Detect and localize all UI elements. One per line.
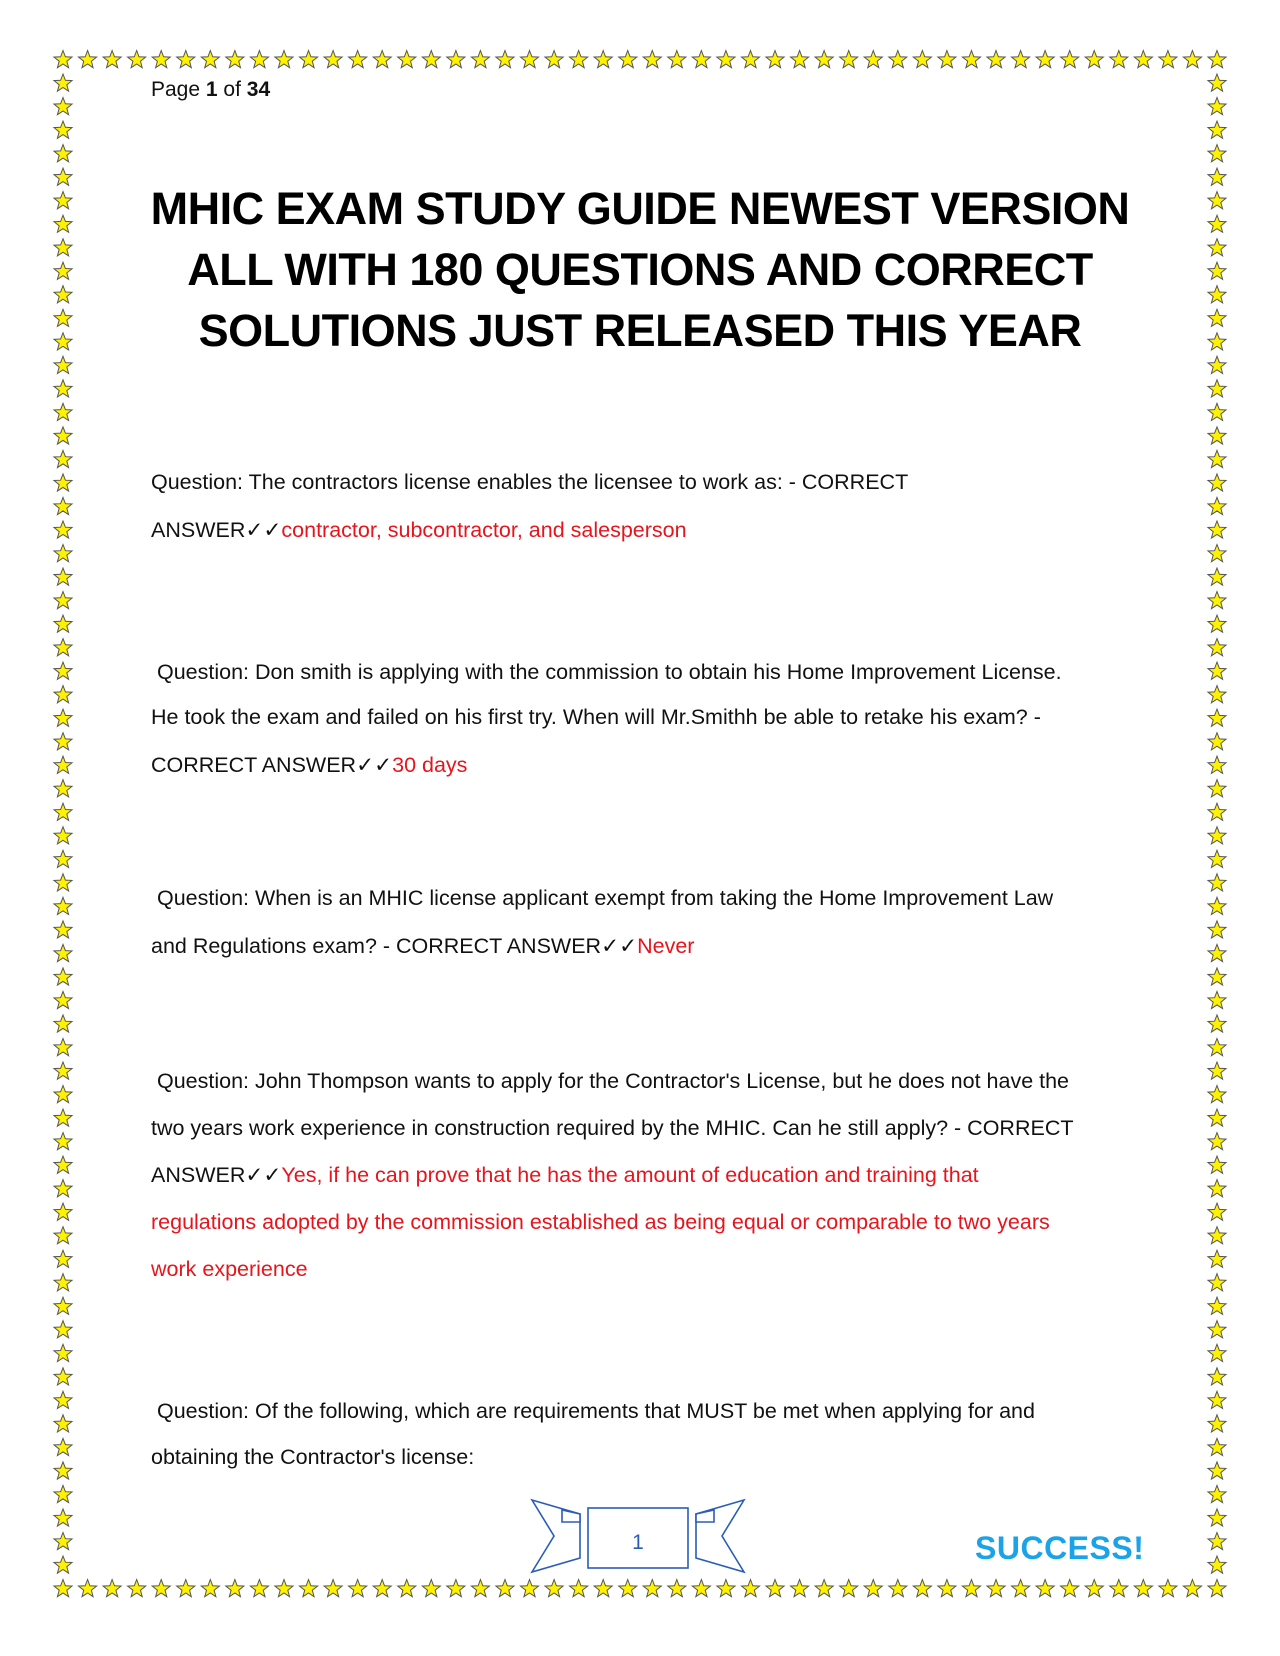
star-icon (1061, 51, 1079, 68)
star-icon (398, 51, 416, 68)
star-icon (250, 1580, 268, 1597)
star-icon (54, 1556, 72, 1573)
success-label: SUCCESS! (975, 1530, 1145, 1566)
star-icon (1208, 427, 1226, 444)
star-icon (1208, 1203, 1226, 1220)
star-icon (54, 403, 72, 420)
star-icon (1208, 286, 1226, 303)
check-marks-icon: ✓✓ (356, 753, 393, 777)
star-icon (54, 709, 72, 726)
star-icon (54, 1180, 72, 1197)
star-icon (54, 615, 72, 632)
star-icon (54, 521, 72, 538)
star-icon (324, 51, 342, 68)
star-icon (54, 1250, 72, 1267)
star-icon (373, 1580, 391, 1597)
star-icon (54, 121, 72, 138)
star-icon (1208, 709, 1226, 726)
question-block-4 (151, 1058, 1141, 1293)
star-icon (1085, 1580, 1103, 1597)
star-icon (1208, 991, 1226, 1008)
star-icon (1134, 1580, 1152, 1597)
star-icon (545, 51, 563, 68)
star-icon (79, 51, 97, 68)
star-icon (1208, 1109, 1226, 1126)
star-icon (1208, 98, 1226, 115)
star-icon (1012, 51, 1030, 68)
star-icon (889, 51, 907, 68)
star-icon (570, 1580, 588, 1597)
star-icon (1208, 639, 1226, 656)
star-icon (1208, 1039, 1226, 1056)
star-icon (1208, 897, 1226, 914)
star-icon (54, 333, 72, 350)
answer-line: and Regulations exam? - CORRECT ANSWER✓✓Never (151, 934, 695, 958)
star-icon (300, 51, 318, 68)
star-icon (938, 51, 956, 68)
star-icon (889, 1580, 907, 1597)
star-icon (692, 51, 710, 68)
title-line-3: SOLUTIONS JUST RELEASED THIS YEAR (198, 305, 1082, 356)
star-icon (1208, 545, 1226, 562)
star-icon (447, 51, 465, 68)
star-icon (742, 1580, 760, 1597)
star-icon (54, 545, 72, 562)
star-icon (938, 1580, 956, 1597)
star-icon (54, 733, 72, 750)
question-text: Question: The contractors license enables the licensee to work as: - CORRECT (151, 470, 909, 494)
star-icon (54, 98, 72, 115)
star-icon (1208, 803, 1226, 820)
star-icon (1134, 51, 1152, 68)
star-icon (766, 51, 784, 68)
star-icon (521, 51, 539, 68)
star-icon (1208, 497, 1226, 514)
question-text: Question: When is an MHIC license applicant exempt from taking the Home Improvement Law (151, 886, 1054, 910)
page-number-header: Page 1 of 34 (151, 78, 271, 101)
star-icon (1208, 1415, 1226, 1432)
star-icon (1208, 74, 1226, 91)
star-icon (692, 1580, 710, 1597)
star-icon (54, 568, 72, 585)
star-icon (1208, 1297, 1226, 1314)
star-icon (54, 1086, 72, 1103)
star-icon (864, 1580, 882, 1597)
star-icon (54, 1227, 72, 1244)
star-icon (1208, 568, 1226, 585)
star-icon (54, 686, 72, 703)
star-icon (1208, 1344, 1226, 1361)
answer-line: ANSWER✓✓contractor, subcontractor, and salesperson (151, 518, 687, 542)
star-icon (1183, 51, 1201, 68)
star-icon (619, 51, 637, 68)
star-icon (177, 1580, 195, 1597)
star-icon (447, 1580, 465, 1597)
star-icon (840, 1580, 858, 1597)
star-icon (54, 474, 72, 491)
star-icon (54, 450, 72, 467)
star-icon (594, 1580, 612, 1597)
star-icon (1208, 874, 1226, 891)
star-icon (1208, 1533, 1226, 1550)
star-icon (1208, 1321, 1226, 1338)
star-icon (742, 51, 760, 68)
star-icon (54, 1062, 72, 1079)
check-marks-icon: ✓✓ (245, 1163, 282, 1187)
star-icon (54, 1462, 72, 1479)
star-icon (54, 1039, 72, 1056)
star-icon (1208, 1274, 1226, 1291)
answer-line: ANSWER✓✓Yes, if he can prove that he has the amount of education and training that (151, 1163, 979, 1187)
star-icon (54, 1509, 72, 1526)
correct-answer: 30 days (392, 753, 468, 777)
star-icon (1208, 51, 1226, 68)
star-icon (1208, 1062, 1226, 1079)
star-icon (1208, 121, 1226, 138)
star-icon (54, 51, 72, 68)
star-icon (1208, 1086, 1226, 1103)
star-icon (1208, 1156, 1226, 1173)
question-text: Question: Of the following, which are requirements that MUST be met when applying for and (151, 1399, 1035, 1423)
star-icon (1208, 521, 1226, 538)
star-icon (545, 1580, 563, 1597)
question-block-3 (151, 874, 1141, 970)
star-icon (1208, 450, 1226, 467)
title-line-1: MHIC EXAM STUDY GUIDE NEWEST VERSION (150, 183, 1130, 234)
question-text: Question: John Thompson wants to apply for the Contractor's License, but he does not have the (151, 1069, 1070, 1093)
star-icon (913, 51, 931, 68)
star-icon (1208, 145, 1226, 162)
star-icon (54, 74, 72, 91)
star-icon (1208, 662, 1226, 679)
star-icon (521, 1580, 539, 1597)
star-icon (54, 592, 72, 609)
star-icon (152, 1580, 170, 1597)
answer-line: CORRECT ANSWER✓✓30 days (151, 753, 468, 777)
star-icon (594, 51, 612, 68)
star-icon (54, 309, 72, 326)
star-icon (54, 944, 72, 961)
star-icon (54, 497, 72, 514)
star-icon (1208, 262, 1226, 279)
star-icon (300, 1580, 318, 1597)
star-icon (54, 780, 72, 797)
star-icon (1208, 1180, 1226, 1197)
star-icon (766, 1580, 784, 1597)
star-icon (1036, 51, 1054, 68)
star-icon (54, 1274, 72, 1291)
star-icon (987, 1580, 1005, 1597)
star-icon (54, 1485, 72, 1502)
star-icon (1208, 1509, 1226, 1526)
star-icon (1208, 1227, 1226, 1244)
star-icon (54, 286, 72, 303)
star-icon (201, 51, 219, 68)
star-icon (1208, 733, 1226, 750)
star-icon (1208, 1133, 1226, 1150)
star-icon (717, 1580, 735, 1597)
title-line-2: ALL WITH 180 QUESTIONS AND CORRECT (187, 244, 1093, 295)
star-icon (1208, 1391, 1226, 1408)
star-icon (1208, 215, 1226, 232)
star-icon (128, 51, 146, 68)
star-icon (54, 1156, 72, 1173)
star-icon (54, 1015, 72, 1032)
star-icon (643, 51, 661, 68)
correct-answer-continued: work experience (151, 1257, 308, 1281)
question-block-1 (151, 458, 1141, 554)
star-icon (54, 1391, 72, 1408)
star-icon (717, 51, 735, 68)
star-icon (791, 51, 809, 68)
star-icon (54, 1438, 72, 1455)
question-text: obtaining the Contractor's license: (151, 1445, 475, 1469)
star-icon (54, 145, 72, 162)
star-icon (54, 1368, 72, 1385)
star-icon (1159, 51, 1177, 68)
question-block-2 (151, 650, 1141, 788)
star-icon (54, 239, 72, 256)
star-icon (815, 51, 833, 68)
star-icon (962, 1580, 980, 1597)
star-icon (1085, 51, 1103, 68)
star-icon (349, 51, 367, 68)
star-icon (1208, 1368, 1226, 1385)
star-icon (1208, 827, 1226, 844)
star-icon (54, 1109, 72, 1126)
star-icon (54, 1297, 72, 1314)
star-icon (1110, 1580, 1128, 1597)
question-text: Question: Don smith is applying with the commission to obtain his Home Improvement License. (151, 660, 1062, 684)
star-icon (1159, 1580, 1177, 1597)
star-icon (471, 1580, 489, 1597)
star-icon (1208, 756, 1226, 773)
star-icon (1208, 309, 1226, 326)
check-marks-icon: ✓✓ (245, 518, 282, 542)
star-icon (570, 51, 588, 68)
star-icon (1061, 1580, 1079, 1597)
star-icon (1110, 51, 1128, 68)
star-icon (422, 51, 440, 68)
star-icon (1208, 968, 1226, 985)
star-icon (1208, 380, 1226, 397)
star-icon (1183, 1580, 1201, 1597)
star-icon (791, 1580, 809, 1597)
star-icon (815, 1580, 833, 1597)
star-icon (226, 1580, 244, 1597)
star-icon (54, 639, 72, 656)
star-icon (54, 168, 72, 185)
star-icon (128, 1580, 146, 1597)
star-icon (54, 803, 72, 820)
star-icon (1208, 403, 1226, 420)
star-icon (1208, 192, 1226, 209)
star-icon (54, 1203, 72, 1220)
star-icon (349, 1580, 367, 1597)
star-icon (177, 51, 195, 68)
star-icon (201, 1580, 219, 1597)
star-icon (54, 427, 72, 444)
star-icon (1208, 1250, 1226, 1267)
star-icon (1208, 850, 1226, 867)
document-title (150, 178, 1130, 361)
correct-answer: Yes, if he can prove that he has the amount of education and training that (281, 1163, 979, 1187)
star-icon (54, 897, 72, 914)
star-icon (1208, 168, 1226, 185)
question-text: He took the exam and failed on his first try. When will Mr.Smithh be able to retake his exam? - (151, 705, 1041, 729)
star-icon (1208, 1580, 1226, 1597)
star-icon (987, 51, 1005, 68)
star-icon (1208, 615, 1226, 632)
star-icon (54, 991, 72, 1008)
star-icon (1036, 1580, 1054, 1597)
star-icon (54, 1533, 72, 1550)
star-icon (1208, 780, 1226, 797)
star-icon (962, 51, 980, 68)
star-icon (913, 1580, 931, 1597)
star-icon (1208, 356, 1226, 373)
star-icon (54, 215, 72, 232)
star-icon (1208, 686, 1226, 703)
star-icon (668, 1580, 686, 1597)
star-icon (79, 1580, 97, 1597)
star-icon (1208, 1485, 1226, 1502)
star-icon (496, 1580, 514, 1597)
star-icon (1208, 1015, 1226, 1032)
star-icon (54, 1344, 72, 1361)
star-icon (496, 51, 514, 68)
star-icon (619, 1580, 637, 1597)
star-icon (103, 1580, 121, 1597)
star-icon (1208, 1438, 1226, 1455)
star-icon (1208, 1462, 1226, 1479)
correct-answer-continued: regulations adopted by the commission established as being equal or comparable to two years (151, 1210, 1050, 1234)
star-icon (324, 1580, 342, 1597)
star-icon (54, 662, 72, 679)
correct-answer: Never (637, 934, 695, 958)
star-icon (54, 921, 72, 938)
star-icon (54, 356, 72, 373)
star-icon (1208, 239, 1226, 256)
star-icon (54, 850, 72, 867)
star-icon (422, 1580, 440, 1597)
star-icon (54, 192, 72, 209)
star-icon (1208, 474, 1226, 491)
star-icon (54, 968, 72, 985)
star-icon (54, 1415, 72, 1432)
correct-answer: contractor, subcontractor, and salesperson (281, 518, 687, 542)
star-icon (1208, 1556, 1226, 1573)
star-icon (54, 1580, 72, 1597)
star-icon (54, 827, 72, 844)
star-icon (226, 51, 244, 68)
star-icon (643, 1580, 661, 1597)
star-icon (1208, 921, 1226, 938)
star-icon (54, 1321, 72, 1338)
star-icon (864, 51, 882, 68)
question-block-5 (151, 1388, 1141, 1480)
check-marks-icon: ✓✓ (601, 934, 638, 958)
star-icon (54, 874, 72, 891)
star-icon (1208, 944, 1226, 961)
star-icon (250, 51, 268, 68)
star-icon (398, 1580, 416, 1597)
star-icon (275, 1580, 293, 1597)
star-icon (1012, 1580, 1030, 1597)
star-icon (1208, 333, 1226, 350)
star-icon (54, 380, 72, 397)
star-icon (668, 51, 686, 68)
star-icon (54, 262, 72, 279)
star-icon (373, 51, 391, 68)
star-icon (275, 51, 293, 68)
star-icon (840, 51, 858, 68)
footer-page-number: 1 (632, 1531, 644, 1554)
star-icon (152, 51, 170, 68)
star-icon (471, 51, 489, 68)
star-icon (103, 51, 121, 68)
star-icon (54, 1133, 72, 1150)
star-icon (1208, 592, 1226, 609)
question-text: two years work experience in construction required by the MHIC. Can he still apply? - CORRECT (151, 1116, 1074, 1140)
star-icon (54, 756, 72, 773)
